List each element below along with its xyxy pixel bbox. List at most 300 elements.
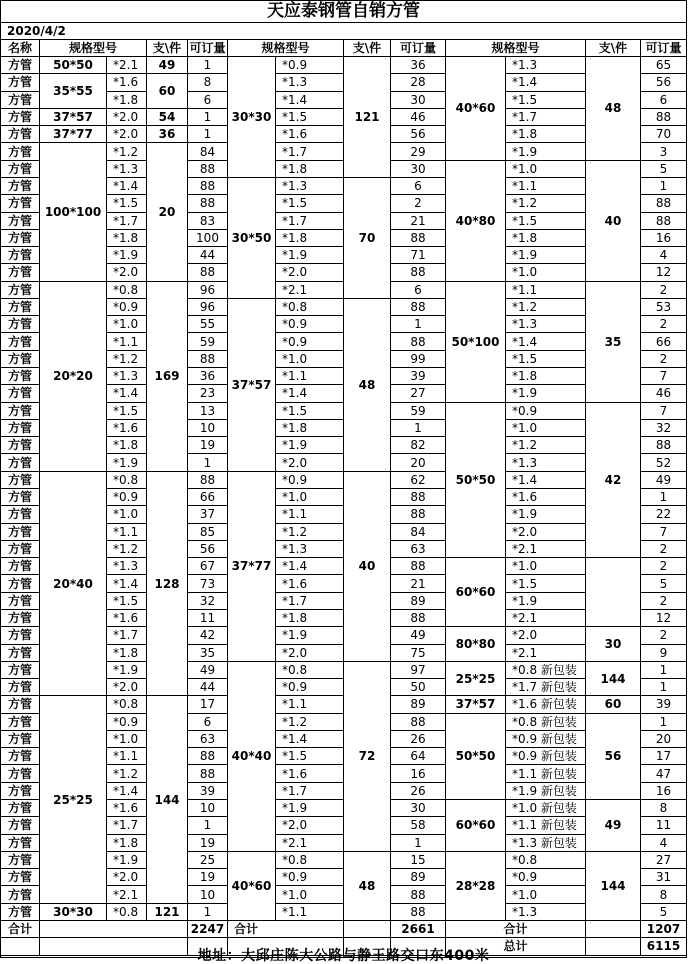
available-qty: 6 [641, 92, 687, 109]
available-qty: 2 [641, 541, 687, 558]
product-name: 方管 [1, 731, 40, 748]
product-name: 方管 [1, 213, 40, 230]
available-qty: 88 [391, 333, 446, 350]
header-pcs: 支\件 [586, 40, 641, 57]
product-name: 方管 [1, 316, 40, 333]
product-name: 方管 [1, 195, 40, 212]
pieces-per-bundle: 60 [147, 74, 188, 109]
available-qty: 27 [641, 852, 687, 869]
thickness: *0.8 新包装 [506, 714, 586, 731]
thickness: *1.7 [107, 817, 147, 834]
thickness: *1.6 [276, 765, 344, 782]
pieces-per-bundle: 42 [586, 403, 641, 559]
thickness: *1.7 [506, 109, 586, 126]
available-qty: 9 [641, 645, 687, 662]
available-qty: 64 [391, 748, 446, 765]
pieces-per-bundle: 128 [147, 472, 188, 697]
product-name: 方管 [1, 800, 40, 817]
total-a: 2247 [188, 921, 228, 938]
available-qty: 1 [391, 420, 446, 437]
thickness: *1.2 [107, 541, 147, 558]
thickness: *1.9 [506, 143, 586, 160]
available-qty: 88 [391, 558, 446, 575]
pieces-per-bundle: 40 [586, 161, 641, 282]
empty-cell [1, 938, 40, 955]
product-name: 方管 [1, 282, 40, 299]
available-qty: 5 [641, 161, 687, 178]
report-date: 2020/4/2 [1, 23, 687, 40]
pieces-per-bundle: 56 [586, 714, 641, 800]
thickness: *1.1 [107, 524, 147, 541]
available-qty: 15 [391, 852, 446, 869]
available-qty: 42 [188, 627, 228, 644]
available-qty: 99 [391, 351, 446, 368]
spec-group-label: 37*77 [228, 472, 276, 662]
empty-cell [586, 921, 641, 938]
thickness: *1.0 [506, 264, 586, 281]
thickness: *1.5 [107, 593, 147, 610]
thickness: *1.5 [506, 92, 586, 109]
product-name: 方管 [1, 524, 40, 541]
thickness: *1.2 [107, 143, 147, 160]
thickness: *1.0 [276, 351, 344, 368]
thickness: *1.7 [276, 593, 344, 610]
product-name: 方管 [1, 869, 40, 886]
thickness: *1.1 [276, 904, 344, 921]
thickness: *2.0 [506, 627, 586, 644]
thickness: *1.8 [107, 230, 147, 247]
thickness: *1.0 [506, 558, 586, 575]
spec-group-label: 25*25 [40, 696, 107, 903]
thickness: *1.0 [107, 506, 147, 523]
product-name: 方管 [1, 817, 40, 834]
thickness: *1.2 [506, 195, 586, 212]
spec-group-label: 25*25 [446, 662, 506, 697]
product-name: 方管 [1, 645, 40, 662]
thickness: *2.0 [107, 126, 147, 143]
available-qty: 30 [391, 92, 446, 109]
available-qty: 12 [641, 264, 687, 281]
thickness: *0.9 [107, 299, 147, 316]
thickness: *1.0 [506, 420, 586, 437]
thickness: *1.4 [506, 74, 586, 91]
available-qty: 19 [188, 869, 228, 886]
available-qty: 26 [391, 783, 446, 800]
available-qty: 32 [641, 420, 687, 437]
thickness: *1.1 [276, 368, 344, 385]
thickness: *1.4 [276, 92, 344, 109]
thickness: *2.0 [276, 454, 344, 471]
available-qty: 19 [188, 437, 228, 454]
empty-cell [40, 921, 188, 938]
available-qty: 49 [641, 472, 687, 489]
product-name: 方管 [1, 627, 40, 644]
spec-group-label: 50*50 [446, 714, 506, 800]
available-qty: 6 [188, 92, 228, 109]
available-qty: 1 [188, 454, 228, 471]
product-name: 方管 [1, 161, 40, 178]
available-qty: 50 [391, 679, 446, 696]
available-qty: 75 [391, 645, 446, 662]
spec-group-label: 30*50 [228, 178, 276, 299]
pieces-per-bundle: 35 [586, 282, 641, 403]
thickness: *1.7 新包装 [506, 679, 586, 696]
thickness: *0.8 [107, 472, 147, 489]
thickness: *1.1 新包装 [506, 817, 586, 834]
address-footer: 地址：大邱庄陈大公路与静王路交口东400米 [1, 956, 687, 958]
thickness: *1.5 [107, 403, 147, 420]
product-name: 方管 [1, 472, 40, 489]
available-qty: 36 [391, 57, 446, 74]
available-qty: 56 [391, 126, 446, 143]
available-qty: 5 [641, 904, 687, 921]
product-name: 方管 [1, 385, 40, 402]
product-name: 方管 [1, 57, 40, 74]
available-qty: 19 [188, 835, 228, 852]
available-qty: 62 [391, 472, 446, 489]
thickness: *1.1 [276, 506, 344, 523]
grand-total-label: 总计 [446, 938, 586, 955]
available-qty: 2 [391, 195, 446, 212]
thickness: *1.6 [276, 126, 344, 143]
thickness: *1.8 [107, 92, 147, 109]
available-qty: 84 [391, 524, 446, 541]
thickness: *1.4 [276, 731, 344, 748]
thickness: *1.5 [276, 109, 344, 126]
thickness: *1.1 [107, 333, 147, 350]
available-qty: 8 [641, 886, 687, 903]
thickness: *2.0 [276, 264, 344, 281]
product-name: 方管 [1, 368, 40, 385]
available-qty: 26 [391, 731, 446, 748]
thickness: *1.6 [107, 610, 147, 627]
available-qty: 83 [188, 213, 228, 230]
thickness: *1.3 [276, 541, 344, 558]
available-qty: 23 [188, 385, 228, 402]
available-qty: 88 [188, 351, 228, 368]
thickness: *1.8 [506, 230, 586, 247]
available-qty: 2 [641, 316, 687, 333]
available-qty: 11 [641, 817, 687, 834]
available-qty: 4 [641, 247, 687, 264]
pieces-per-bundle [586, 558, 641, 627]
thickness: *1.9 [276, 800, 344, 817]
thickness: *1.2 [276, 714, 344, 731]
thickness: *1.9 [107, 852, 147, 869]
available-qty: 36 [188, 368, 228, 385]
thickness: *1.8 [276, 161, 344, 178]
product-name: 方管 [1, 109, 40, 126]
available-qty: 73 [188, 575, 228, 592]
available-qty: 59 [391, 403, 446, 420]
product-name: 方管 [1, 333, 40, 350]
product-name: 方管 [1, 489, 40, 506]
thickness: *1.0 [107, 316, 147, 333]
total-label-b: 合计 [228, 921, 344, 938]
spec-group-label: 20*20 [40, 282, 107, 472]
thickness: *0.9 [276, 472, 344, 489]
empty-cell [344, 921, 391, 938]
thickness: *2.0 [107, 679, 147, 696]
thickness: *0.9 [276, 57, 344, 74]
thickness: *1.9 [506, 593, 586, 610]
header-spec: 规格型号 [40, 40, 147, 57]
available-qty: 39 [188, 783, 228, 800]
available-qty: 39 [641, 696, 687, 713]
thickness: *1.8 [276, 420, 344, 437]
available-qty: 1 [641, 714, 687, 731]
available-qty: 20 [391, 454, 446, 471]
thickness: *1.2 [276, 524, 344, 541]
spec-group-label: 60*60 [446, 800, 506, 852]
thickness: *2.1 [506, 541, 586, 558]
product-name: 方管 [1, 299, 40, 316]
available-qty: 37 [188, 506, 228, 523]
available-qty: 67 [188, 558, 228, 575]
pieces-per-bundle: 144 [586, 662, 641, 697]
available-qty: 1 [391, 835, 446, 852]
thickness: *2.0 [506, 524, 586, 541]
thickness: *2.1 [276, 835, 344, 852]
product-name: 方管 [1, 351, 40, 368]
thickness: *1.3 新包装 [506, 835, 586, 852]
thickness: *1.4 [276, 385, 344, 402]
available-qty: 39 [391, 368, 446, 385]
thickness: *0.8 [107, 904, 147, 921]
spec-group-label: 30*30 [40, 904, 107, 921]
available-qty: 6 [188, 714, 228, 731]
thickness: *1.9 [506, 247, 586, 264]
thickness: *1.5 [506, 575, 586, 592]
available-qty: 49 [188, 662, 228, 679]
available-qty: 88 [641, 213, 687, 230]
spec-group-label: 40*40 [228, 662, 276, 852]
available-qty: 88 [188, 264, 228, 281]
available-qty: 8 [188, 74, 228, 91]
available-qty: 3 [641, 143, 687, 160]
spec-group-label: 50*100 [446, 282, 506, 403]
thickness: *0.9 [276, 679, 344, 696]
thickness: *1.6 [107, 420, 147, 437]
product-name: 方管 [1, 126, 40, 143]
available-qty: 13 [188, 403, 228, 420]
available-qty: 97 [391, 662, 446, 679]
available-qty: 63 [391, 541, 446, 558]
available-qty: 2 [641, 627, 687, 644]
thickness: *2.1 [107, 57, 147, 74]
product-name: 方管 [1, 835, 40, 852]
available-qty: 96 [188, 299, 228, 316]
product-name: 方管 [1, 403, 40, 420]
available-qty: 1 [391, 316, 446, 333]
available-qty: 63 [188, 731, 228, 748]
product-name: 方管 [1, 143, 40, 160]
product-name: 方管 [1, 541, 40, 558]
thickness: *2.0 [276, 645, 344, 662]
spec-group-label: 80*80 [446, 627, 506, 662]
available-qty: 89 [391, 593, 446, 610]
thickness: *1.5 [506, 213, 586, 230]
thickness: *1.8 [506, 368, 586, 385]
available-qty: 88 [391, 714, 446, 731]
thickness: *0.9 [107, 714, 147, 731]
pieces-per-bundle: 60 [586, 696, 641, 713]
product-name: 方管 [1, 454, 40, 471]
available-qty: 88 [641, 195, 687, 212]
thickness: *1.4 [107, 575, 147, 592]
available-qty: 31 [641, 869, 687, 886]
thickness: *1.3 [506, 904, 586, 921]
thickness: *0.9 新包装 [506, 748, 586, 765]
thickness: *1.8 [107, 645, 147, 662]
available-qty: 89 [391, 869, 446, 886]
available-qty: 88 [188, 472, 228, 489]
thickness: *1.5 [276, 403, 344, 420]
product-name: 方管 [1, 437, 40, 454]
available-qty: 88 [641, 109, 687, 126]
header-pcs: 支\件 [344, 40, 391, 57]
available-qty: 11 [188, 610, 228, 627]
thickness: *1.0 新包装 [506, 800, 586, 817]
available-qty: 12 [641, 610, 687, 627]
total-c: 1207 [641, 921, 687, 938]
thickness: *0.8 新包装 [506, 662, 586, 679]
pieces-per-bundle: 36 [147, 126, 188, 143]
available-qty: 66 [188, 489, 228, 506]
available-qty: 88 [641, 437, 687, 454]
spec-group-label: 37*57 [40, 109, 107, 126]
thickness: *1.5 [107, 195, 147, 212]
available-qty: 88 [391, 230, 446, 247]
available-qty: 52 [641, 454, 687, 471]
thickness: *1.2 [107, 351, 147, 368]
thickness: *1.1 [107, 748, 147, 765]
thickness: *1.4 [107, 178, 147, 195]
available-qty: 55 [188, 316, 228, 333]
thickness: *0.8 [276, 662, 344, 679]
available-qty: 88 [391, 264, 446, 281]
available-qty: 1 [188, 57, 228, 74]
available-qty: 89 [391, 696, 446, 713]
header-qty: 可订量 [641, 40, 687, 57]
product-name: 方管 [1, 92, 40, 109]
available-qty: 1 [188, 817, 228, 834]
available-qty: 21 [391, 213, 446, 230]
available-qty: 44 [188, 679, 228, 696]
thickness: *1.8 [107, 835, 147, 852]
total-label-a: 合计 [1, 921, 40, 938]
product-name: 方管 [1, 247, 40, 264]
thickness: *1.9 [276, 627, 344, 644]
thickness: *1.7 [276, 143, 344, 160]
available-qty: 32 [188, 593, 228, 610]
thickness: *1.4 [506, 472, 586, 489]
spec-group-label: 60*60 [446, 558, 506, 627]
available-qty: 29 [391, 143, 446, 160]
spec-group-label: 50*50 [40, 57, 107, 74]
pieces-per-bundle: 54 [147, 109, 188, 126]
spec-group-label: 40*60 [446, 57, 506, 161]
thickness: *1.1 新包装 [506, 765, 586, 782]
thickness: *1.3 [276, 74, 344, 91]
product-name: 方管 [1, 696, 40, 713]
available-qty: 16 [391, 765, 446, 782]
available-qty: 88 [188, 748, 228, 765]
thickness: *2.1 [506, 645, 586, 662]
available-qty: 88 [391, 506, 446, 523]
available-qty: 85 [188, 524, 228, 541]
thickness: *0.9 [276, 333, 344, 350]
thickness: *2.0 [107, 109, 147, 126]
available-qty: 88 [391, 886, 446, 903]
total-b: 2661 [391, 921, 446, 938]
thickness: *1.9 [506, 506, 586, 523]
available-qty: 1 [641, 679, 687, 696]
available-qty: 44 [188, 247, 228, 264]
product-name: 方管 [1, 420, 40, 437]
thickness: *1.5 [276, 195, 344, 212]
pieces-per-bundle: 48 [344, 852, 391, 921]
product-name: 方管 [1, 610, 40, 627]
available-qty: 82 [391, 437, 446, 454]
thickness: *1.9 新包装 [506, 783, 586, 800]
available-qty: 16 [641, 230, 687, 247]
pieces-per-bundle: 121 [147, 904, 188, 921]
product-name: 方管 [1, 765, 40, 782]
thickness: *2.0 [107, 869, 147, 886]
available-qty: 7 [641, 368, 687, 385]
pieces-per-bundle: 169 [147, 282, 188, 472]
thickness: *1.4 [506, 333, 586, 350]
available-qty: 25 [188, 852, 228, 869]
pieces-per-bundle: 144 [147, 696, 188, 903]
thickness: *1.6 [506, 489, 586, 506]
available-qty: 49 [391, 627, 446, 644]
available-qty: 1 [641, 178, 687, 195]
thickness: *1.7 [107, 213, 147, 230]
available-qty: 88 [188, 765, 228, 782]
pieces-per-bundle: 49 [586, 800, 641, 852]
available-qty: 5 [641, 575, 687, 592]
spec-group-label: 28*28 [446, 852, 506, 921]
available-qty: 27 [391, 385, 446, 402]
available-qty: 30 [391, 800, 446, 817]
available-qty: 28 [391, 74, 446, 91]
thickness: *1.4 [276, 558, 344, 575]
pieces-per-bundle: 49 [147, 57, 188, 74]
spec-group-label: 40*80 [446, 161, 506, 282]
header-spec: 规格型号 [228, 40, 344, 57]
available-qty: 96 [188, 282, 228, 299]
thickness: *0.9 [506, 403, 586, 420]
header-spec: 规格型号 [446, 40, 586, 57]
product-name: 方管 [1, 662, 40, 679]
available-qty: 7 [641, 524, 687, 541]
available-qty: 88 [188, 195, 228, 212]
pieces-per-bundle: 72 [344, 662, 391, 852]
thickness: *1.4 [107, 385, 147, 402]
product-name: 方管 [1, 852, 40, 869]
product-name: 方管 [1, 886, 40, 903]
available-qty: 100 [188, 230, 228, 247]
thickness: *2.1 [506, 610, 586, 627]
available-qty: 8 [641, 800, 687, 817]
available-qty: 71 [391, 247, 446, 264]
thickness: *1.6 新包装 [506, 696, 586, 713]
thickness: *1.3 [107, 558, 147, 575]
available-qty: 56 [641, 74, 687, 91]
pieces-per-bundle: 121 [344, 57, 391, 178]
